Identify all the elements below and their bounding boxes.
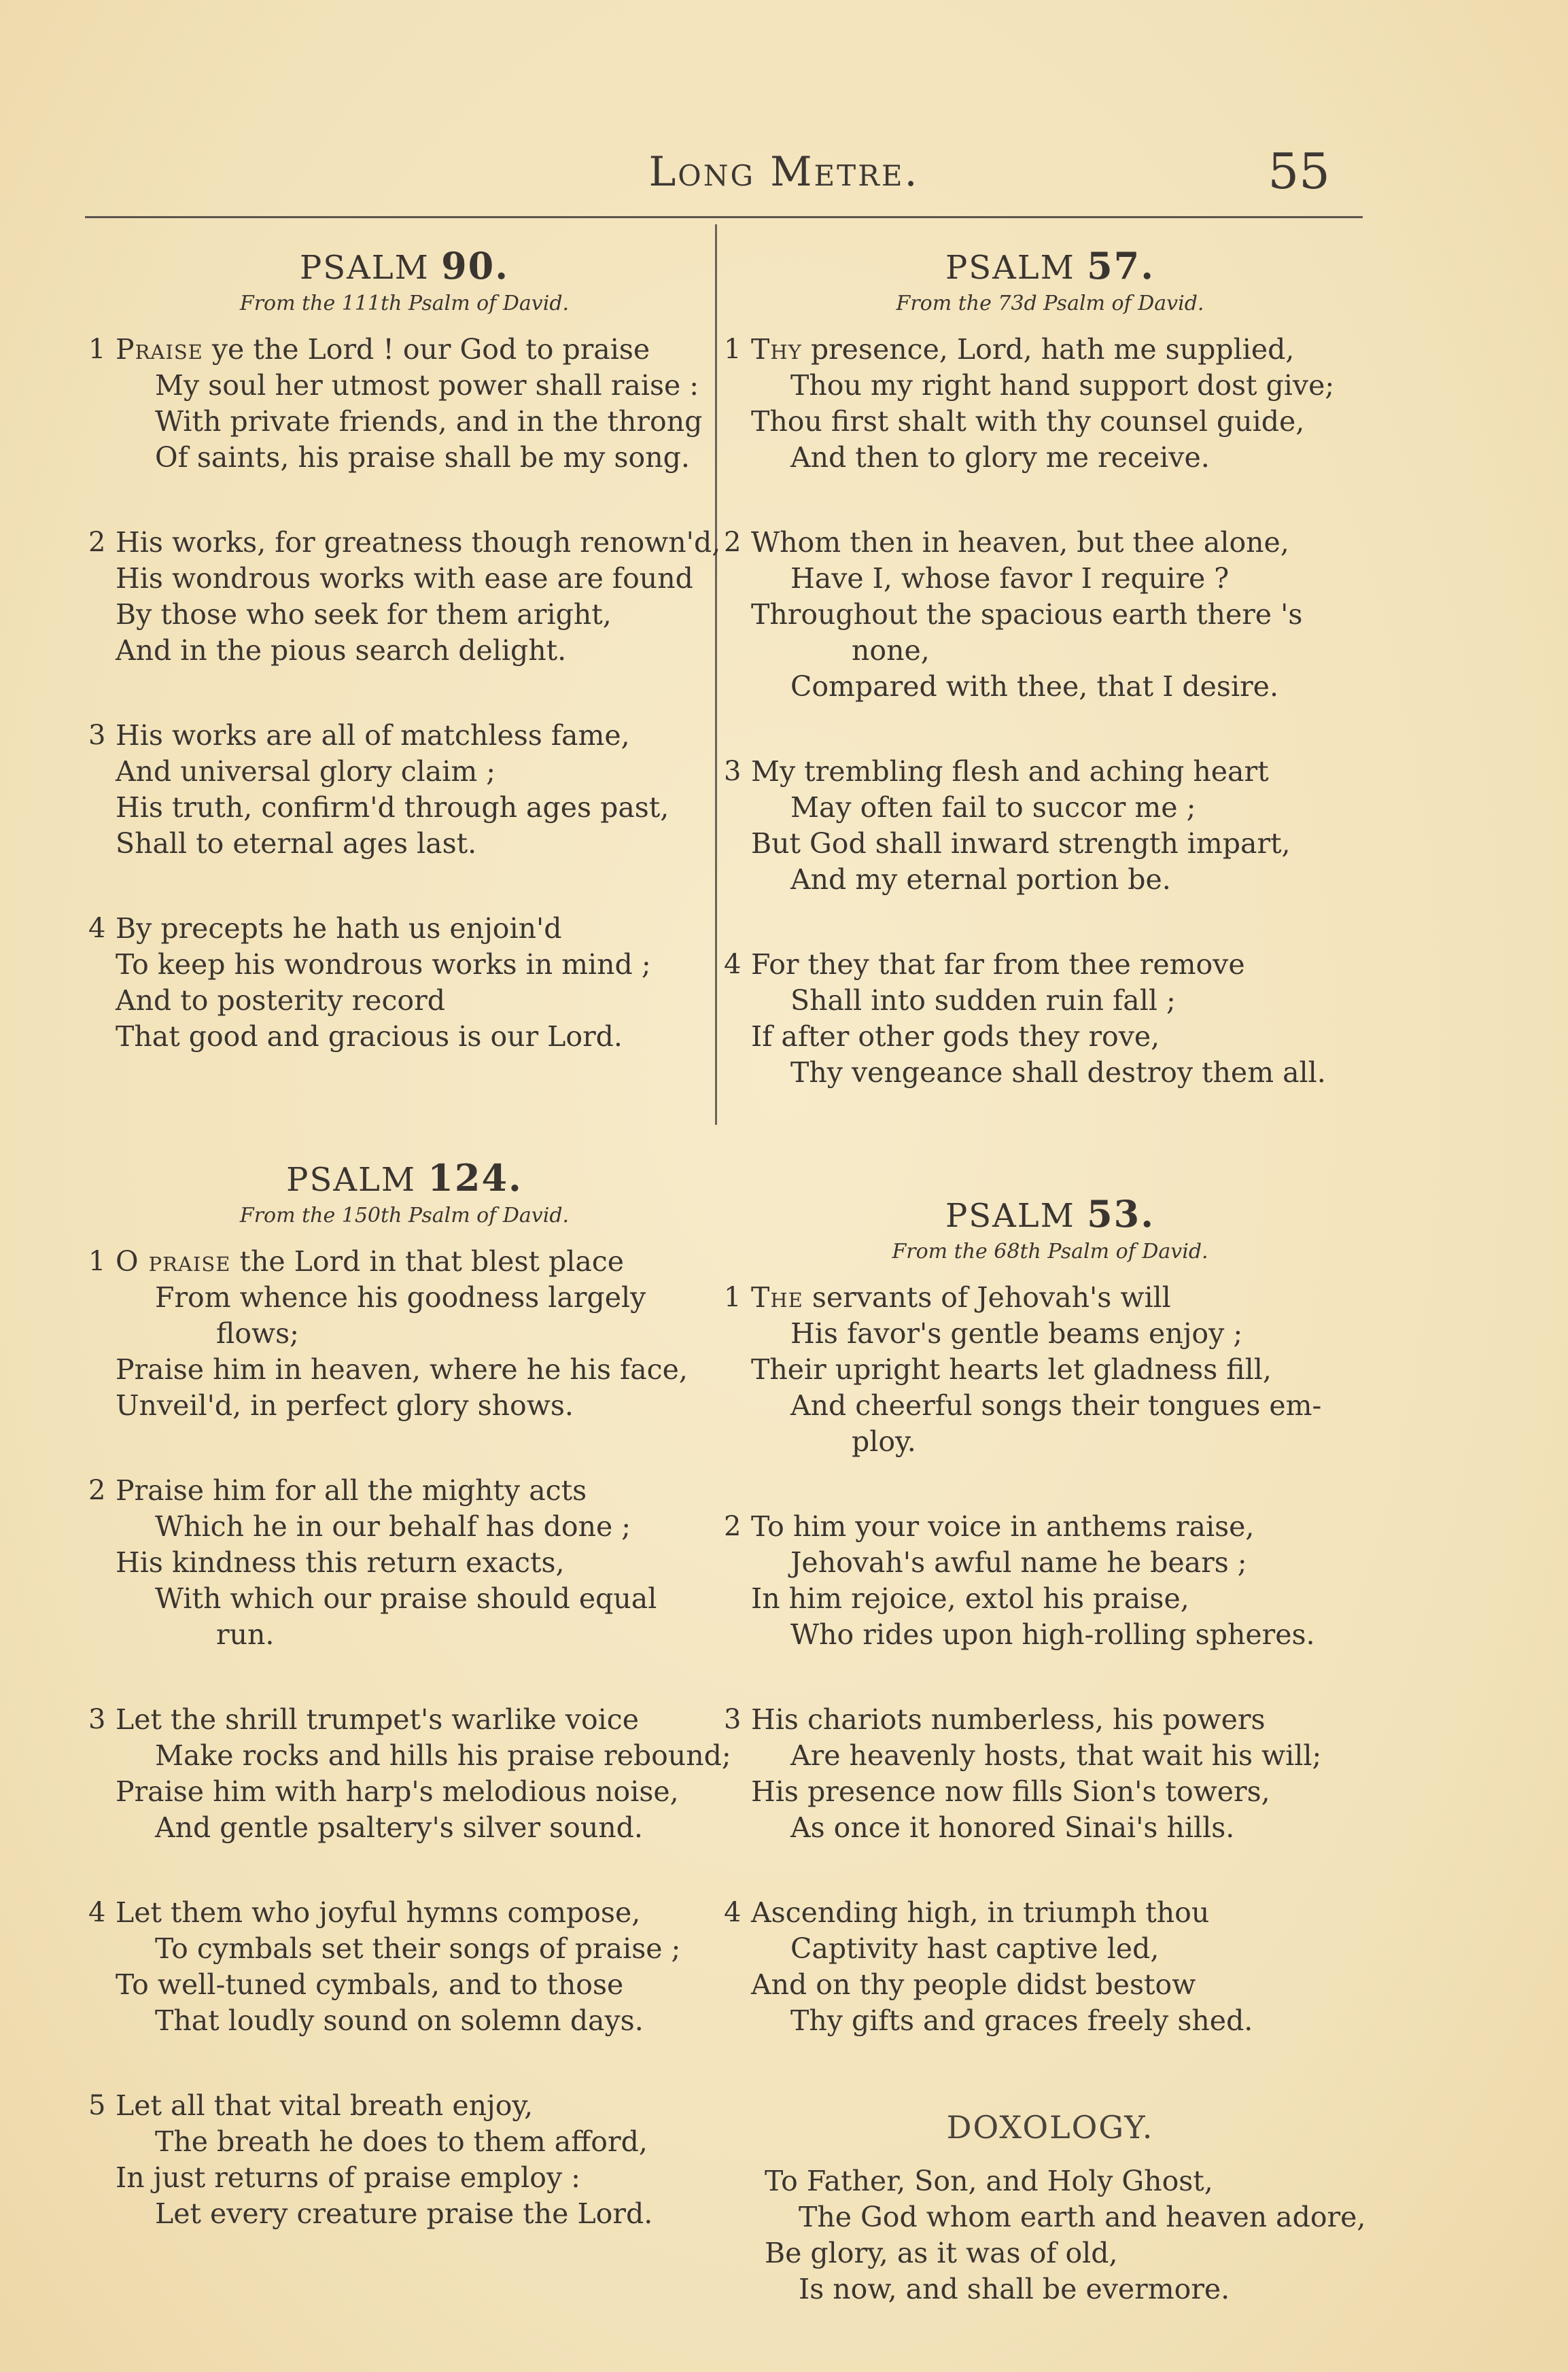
verse-line: For they that far from thee remove (751, 948, 1245, 981)
verse-line: His chariots numberless, his powers (751, 1703, 1266, 1736)
verse-line: If after other gods they rove, (751, 1020, 1160, 1053)
verse-line: And my eternal portion be. (790, 863, 1171, 896)
verse-line: My trembling flesh and aching heart (751, 755, 1269, 788)
verse-line: And then to glory me receive. (790, 441, 1210, 474)
verse-first-word: Thy (751, 333, 802, 366)
verse-line: flows; (216, 1317, 299, 1350)
verse-first-word: The (751, 1281, 803, 1314)
stanza (724, 525, 1376, 705)
stanza-number: 3 (88, 720, 106, 751)
verse-line-rest: ye the Lord ! our God to praise (203, 333, 650, 366)
stanza (724, 1509, 1376, 1653)
verse-line: But God shall inward strength impart, (751, 827, 1291, 860)
verse-line: Jehovah's awful name he bears ; (790, 1546, 1247, 1579)
stanza (88, 525, 720, 669)
verse-line: Shall into sudden ruin fall ; (790, 984, 1176, 1017)
verse-line: Whom then in heaven, but thee alone, (751, 526, 1289, 559)
verse-line: Let all that vital breath enjoy, (116, 2089, 534, 2122)
stanza (88, 1702, 731, 1846)
right-column (724, 245, 1376, 2307)
doxology-line: The God whom earth and heaven adore, (799, 2201, 1366, 2233)
verse-line: Shall to eternal ages last. (116, 827, 477, 860)
verse-line: Thou my right hand support dost give; (790, 369, 1335, 402)
verse-line: ploy. (852, 1425, 916, 1458)
verse-line: With which our praise should equal (155, 1582, 657, 1615)
verse-line: May often fail to succor me ; (790, 791, 1196, 824)
verse-line: Thou first shalt with thy counsel guide, (751, 405, 1305, 438)
psalm-title (724, 1193, 1376, 1235)
verse-line: To cymbals set their songs of praise ; (155, 1932, 681, 1965)
stanza-number: 1 (88, 334, 106, 365)
verse-line: From whence his goodness largely (155, 1281, 646, 1314)
verse-line (751, 332, 1376, 368)
psalm-number: 53. (1087, 1192, 1155, 1236)
stanza (724, 1895, 1376, 2039)
verse-line: By precepts he hath us enjoin'd (116, 912, 562, 945)
stanza (88, 1895, 720, 2039)
verse-line: And on thy people didst bestow (751, 1968, 1196, 2001)
stanza (88, 911, 720, 1055)
psalm-section (88, 245, 720, 1055)
verse-line (116, 332, 720, 368)
verse-line: To well-tuned cymbals, and to those (116, 1968, 624, 2001)
stanza-number: 1 (724, 1282, 742, 1313)
doxology-line: Be glory, as it was of old, (765, 2237, 1118, 2269)
verse-line: To him your voice in anthems raise, (751, 1510, 1255, 1543)
verse-line-rest: presence, Lord, hath me supplied, (801, 333, 1295, 366)
stanza (724, 1702, 1376, 1846)
doxology-line: To Father, Son, and Holy Ghost, (765, 2165, 1213, 2197)
verse-line: Let them who joyful hymns compose, (116, 1896, 641, 1929)
stanza-number: 2 (88, 527, 106, 558)
psalm-source: From the 150th Psalm of David. (239, 1204, 570, 1227)
psalm-number: 90. (441, 244, 510, 287)
psalm-source: From the 111th Psalm of David. (239, 292, 570, 315)
stanza-number: 1 (88, 1246, 106, 1277)
verse-line: In him rejoice, extol his praise, (751, 1582, 1189, 1615)
verse-line: That good and gracious is our Lord. (116, 1020, 623, 1053)
stanza (88, 1244, 720, 1424)
stanza (724, 947, 1376, 1091)
verse-line: With private friends, and in the throng (155, 405, 703, 438)
stanza (88, 718, 720, 862)
psalm-title-word: PSALM (945, 1197, 1075, 1235)
verse-line: Ascending high, in triumph thou (751, 1896, 1210, 1929)
stanza-number: 4 (724, 949, 742, 980)
verse-line: Which he in our behalf has done ; (155, 1510, 631, 1543)
psalm-section (724, 245, 1376, 1091)
verse-line: Make rocks and hills his praise rebound; (155, 1739, 731, 1772)
psalm-number: 57. (1087, 244, 1155, 287)
verse-line: And in the pious search delight. (116, 634, 567, 667)
stanza-number: 4 (88, 1897, 106, 1928)
stanza-number: 4 (724, 1897, 742, 1928)
verse-line: Throughout the spacious earth there 's (751, 598, 1303, 631)
psalm-source: From the 73d Psalm of David. (896, 292, 1204, 315)
left-column (88, 244, 731, 2334)
psalm-number: 124. (428, 1156, 523, 1200)
verse-line: Who rides upon high-rolling spheres. (790, 1618, 1315, 1651)
verse-line: Compared with thee, that I desire. (790, 670, 1278, 703)
stanza-number: 2 (724, 527, 742, 558)
verse-line: Praise him for all the mighty acts (116, 1474, 587, 1507)
stanza (724, 332, 1376, 476)
verse-line: Have I, whose favor I require ? (790, 562, 1230, 595)
psalm-title-word: PSALM (945, 249, 1075, 287)
verse-line: And gentle psaltery's silver sound. (155, 1811, 643, 1844)
stanza-number: 4 (88, 913, 106, 944)
verse-line: Thy vengeance shall destroy them all. (790, 1056, 1326, 1089)
page-number: 55 (1268, 143, 1330, 200)
header-rule (85, 216, 1363, 218)
verse-line: His favor's gentle beams enjoy ; (790, 1317, 1243, 1350)
verse-line: That loudly sound on solemn days. (155, 2004, 644, 2037)
verse-line: Of saints, his praise shall be my song. (155, 441, 690, 474)
verse-line: run. (216, 1618, 275, 1651)
stanza (88, 332, 720, 476)
doxology-line: Is now, and shall be evermore. (799, 2273, 1230, 2305)
stanza (88, 1473, 720, 1653)
stanza-number: 5 (88, 2090, 106, 2121)
stanza-number: 1 (724, 334, 742, 365)
verse-line: And to posterity record (116, 984, 445, 1017)
psalm-section (724, 1193, 1376, 2039)
verse-line: Let the shrill trumpet's warlike voice (116, 1703, 639, 1736)
stanza-number: 3 (88, 1704, 106, 1735)
stanza-number: 3 (724, 1704, 742, 1735)
stanza-number: 2 (88, 1475, 106, 1506)
verse-line: His wondrous works with ease are found (116, 562, 693, 595)
verse-line: And universal glory claim ; (116, 755, 496, 788)
verse-first-word: Praise (116, 333, 203, 366)
verse-line: Praise him in heaven, where he his face, (116, 1353, 688, 1386)
doxology-title: DOXOLOGY. (946, 2109, 1154, 2146)
stanza-number: 2 (724, 1511, 742, 1542)
verse-line: His works, for greatness though renown'd, (116, 526, 721, 559)
verse-line-rest: the Lord in that blest place (230, 1245, 625, 1278)
verse-line: Unveil'd, in perfect glory shows. (116, 1389, 574, 1422)
running-title: Long Metre. (648, 148, 920, 196)
doxology (724, 2104, 1376, 2307)
stanza (724, 754, 1376, 898)
verse-line: Are heavenly hosts, that wait his will; (790, 1739, 1322, 1772)
psalm-section (88, 1156, 731, 2232)
verse-line: To keep his wondrous works in mind ; (116, 948, 651, 981)
verse-line (116, 1244, 720, 1280)
verse-first-word: O praise (116, 1245, 231, 1278)
psalm-title (88, 245, 720, 287)
verse-line: Praise him with harp's melodious noise, (116, 1775, 679, 1808)
verse-line: Captivity hast captive led, (790, 1932, 1160, 1965)
verse-line: Let every creature praise the Lord. (155, 2197, 653, 2230)
psalm-source: From the 68th Psalm of David. (892, 1240, 1208, 1263)
psalm-title (88, 1157, 720, 1199)
verse-line: Their upright hearts let gladness fill, (751, 1353, 1272, 1386)
stanza (724, 1280, 1376, 1460)
stanza (88, 2088, 720, 2232)
verse-line: His kindness this return exacts, (116, 1546, 565, 1579)
verse-line: In just returns of praise employ : (116, 2161, 580, 2194)
running-head (0, 136, 1568, 200)
verse-line-rest: servants of Jehovah's will (803, 1281, 1171, 1314)
verse-line: My soul her utmost power shall raise : (155, 369, 699, 402)
stanza-number: 3 (724, 756, 742, 787)
verse-line: His truth, confirm'd through ages past, (116, 791, 669, 824)
verse-line: none, (852, 634, 930, 667)
verse-line: His presence now fills Sion's towers, (751, 1775, 1270, 1808)
psalm-title-word: PSALM (299, 249, 430, 287)
psalm-title (724, 245, 1376, 287)
verse-line (751, 1280, 1376, 1316)
verse-line: His works are all of matchless fame, (116, 719, 630, 752)
verse-line: Thy gifts and graces freely shed. (790, 2004, 1253, 2037)
verse-line: And cheerful songs their tongues em- (790, 1389, 1322, 1422)
verse-line: The breath he does to them afford, (155, 2125, 648, 2158)
verse-line: As once it honored Sinai's hills. (790, 1811, 1235, 1844)
verse-line: By those who seek for them aright, (116, 598, 612, 631)
psalm-title-word: PSALM (286, 1161, 417, 1199)
